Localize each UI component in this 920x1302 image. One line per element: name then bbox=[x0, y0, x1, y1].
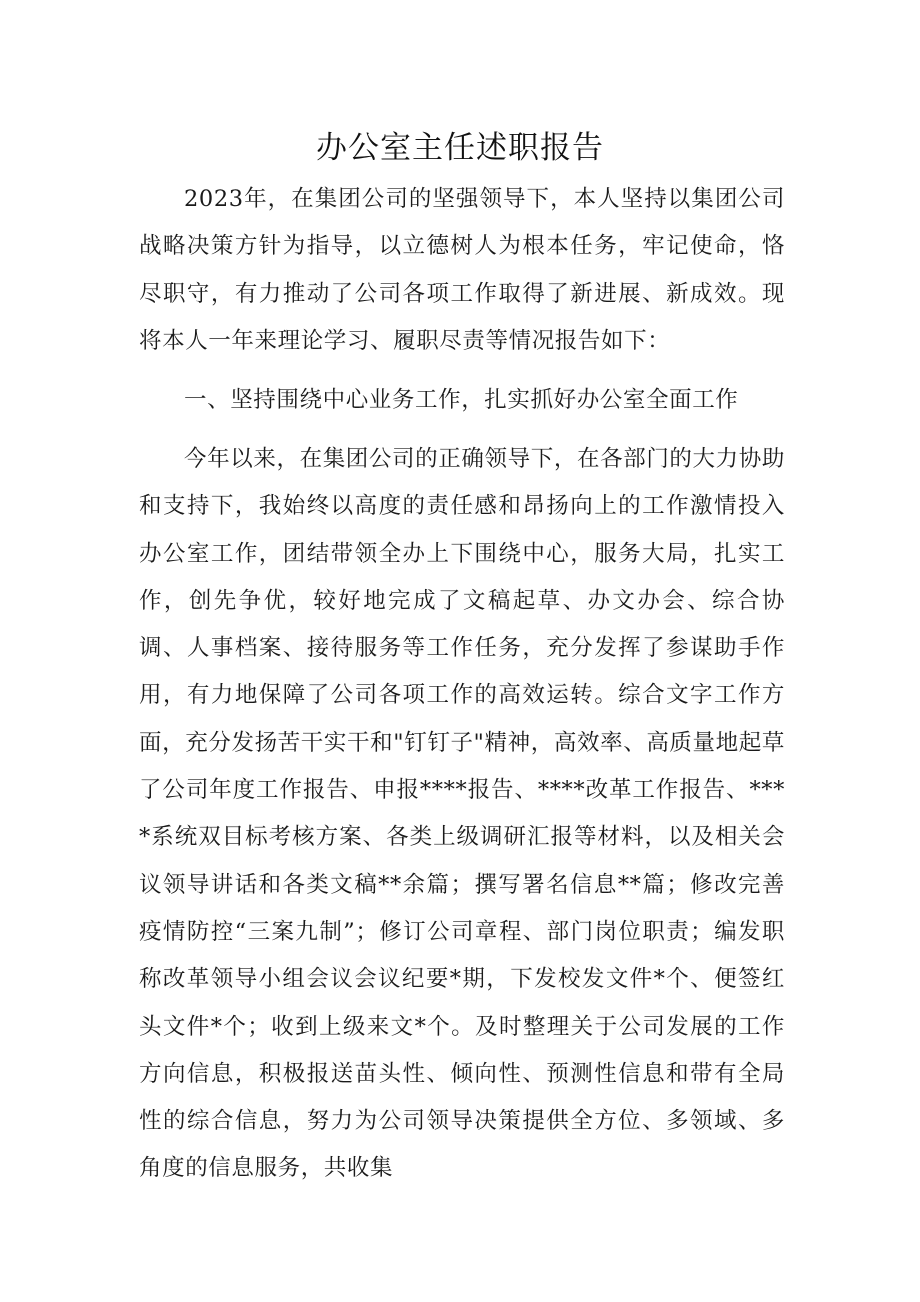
intro-paragraph: 2023年，在集团公司的坚强领导下，本人坚持以集团公司战略决策方针为指导，以立德树人为根本任务，牢记使命，恪尽职守，有力推动了公司各项工作取得了新进展、新成效。现将本人一年来理论学习、履职尽责等情况报告如下： bbox=[139, 186, 785, 354]
section-heading: 一、坚持围绕中心业务工作，扎实抓好办公室全面工作 bbox=[184, 387, 739, 413]
document-title: 办公室主任述职报告 bbox=[316, 130, 604, 166]
body-paragraph: 今年以来，在集团公司的正确领导下，在各部门的大力协助和支持下，我始终以高度的责任感和昂扬向上的工作激情投入办公室工作，团结带领全办上下围绕中心，服务大局，扎实工作，创先争优，较好地完成了文稿起草、办文办会、综合协调、人事档案、接待服务等工作任务，充分发挥了参谋助手作用，有力地保障了公司各项工作的高效运转。综合文字工作方面，充分发扬苦干实干和"钉钉子"精神，高效率、高质量地起草了公司年度工作报告、申报****报告、****改革工作报告、****系统双目标考核方案、各类上级调研汇报等材料，以及相关会议领导讲话和各类文稿**余篇；撰写署名信息**篇；修改完善疫情防控“三案九制”；修订公司章程、部门岗位职责；编发职称改革领导小组会议会议纪要*期，下发校发文件*个、便签红头文件*个；收到上级来文*个。及时整理关于公司发展的工作方向信息，积极报送苗头性、倾向性、预测性信息和带有全局性的综合信息，努力为公司领导决策提供全方位、多领域、多角度的信息服务，共收集 bbox=[139, 446, 785, 1182]
